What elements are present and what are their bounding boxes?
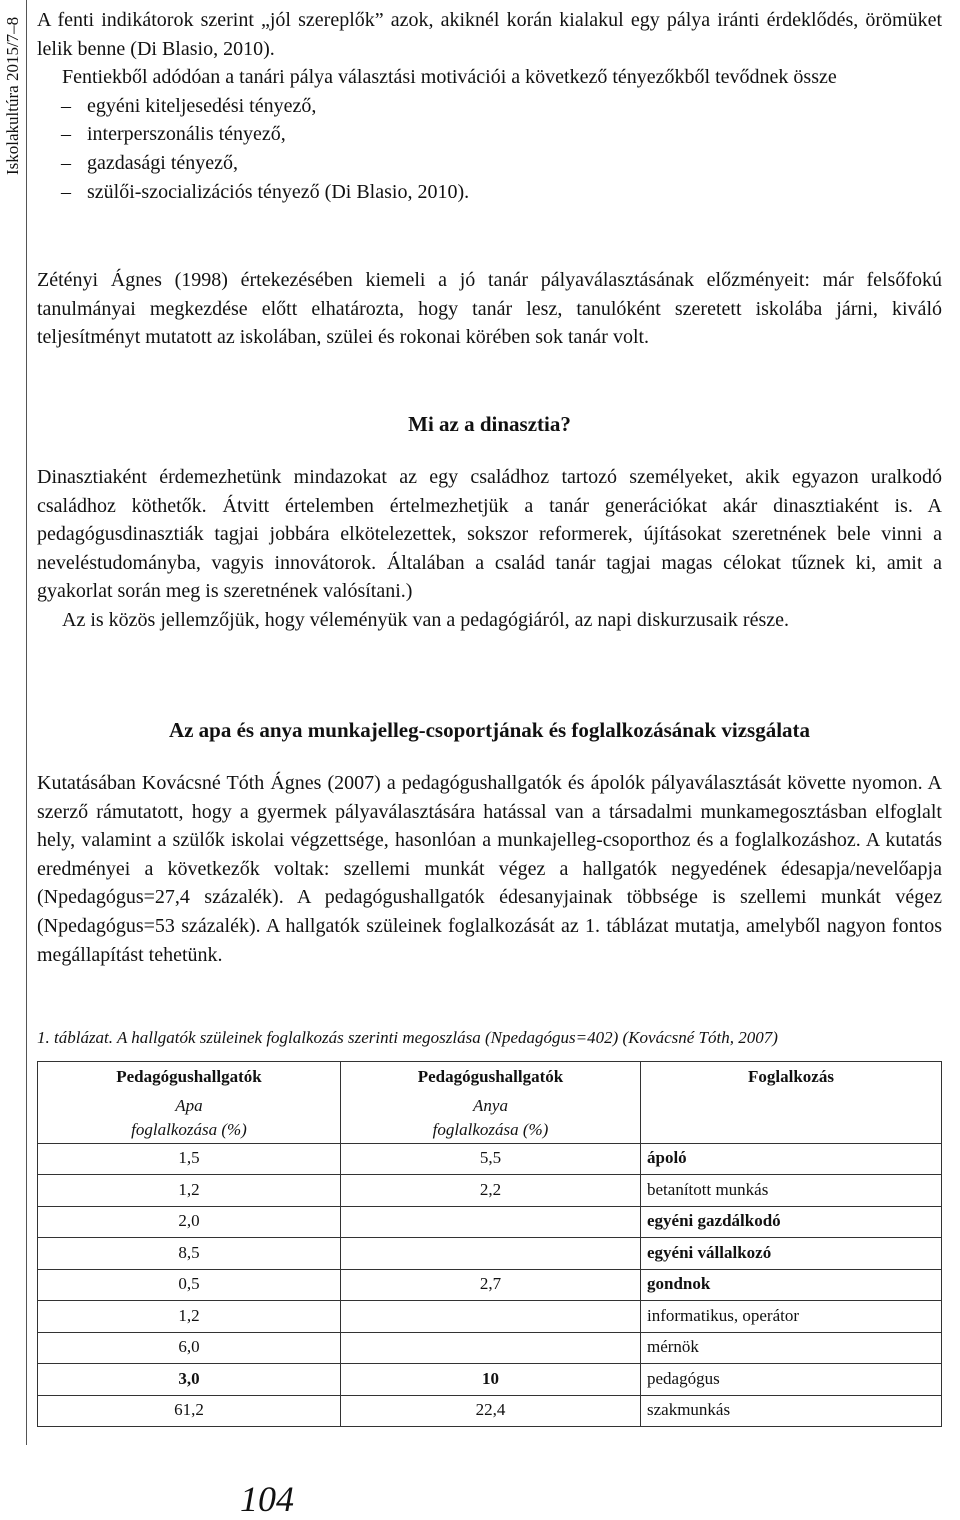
list-item: – interperszonális tényező,: [37, 120, 942, 149]
running-header-tab: [0, 0, 27, 1445]
father-cell: 0,5: [38, 1269, 341, 1301]
table-row: [38, 1238, 942, 1270]
father-cell: 2,0: [38, 1206, 341, 1238]
father-cell: 1,2: [38, 1175, 341, 1207]
subheader-cell: Anya foglalkozása (%): [341, 1093, 641, 1144]
mother-cell: 10: [341, 1364, 641, 1396]
list-item: – egyéni kiteljesedési tényező,: [37, 92, 942, 121]
heading-dinasztia: Mi az a dinasztia?: [408, 412, 571, 436]
father-cell: 6,0: [38, 1332, 341, 1364]
running-header: Iskolakultúra 2015/7–8: [3, 16, 22, 175]
paragraph-3: Zétényi Ágnes (1998) értekezésében kiemeli a jó tanár pályaválasztásának előzményeit: már felsőfokú tanulmányai megkezdése előtt elhatározta, hogy tanár lesz, tanulóként szeretett iskolába járni, kiváló teljesítményt mutatott az iskolában, szülei és rokonai körében sok tanár volt.: [37, 269, 942, 349]
father-cell: 8,5: [38, 1238, 341, 1270]
father-cell: 1,2: [38, 1301, 341, 1333]
mother-cell: 2,7: [341, 1269, 641, 1301]
paragraph-5: Az is közös jellemzőjük, hogy véleményük van a pedagógiáról, az napi diskurzusaik része.: [62, 608, 789, 631]
motivation-list: [37, 92, 942, 206]
mother-cell: 2,2: [341, 1175, 641, 1207]
table-row: [38, 1175, 942, 1207]
occupation-cell: informatikus, operátor: [641, 1301, 942, 1333]
mother-cell: 5,5: [341, 1143, 641, 1175]
zetenyi-block: [37, 266, 942, 352]
occupation-table: [37, 1061, 942, 1427]
header-cell: Pedagógushallgatók: [341, 1062, 641, 1093]
occupation-cell: szakmunkás: [641, 1395, 942, 1427]
table-row: [38, 1206, 942, 1238]
mother-cell: [341, 1206, 641, 1238]
list-item: – gazdasági tényező,: [37, 149, 942, 178]
occupation-cell: betanított munkás: [641, 1175, 942, 1207]
heading-vizsgalat: Az apa és anya munkajelleg-csoportjának és foglalkozásának vizsgálata: [168, 718, 811, 742]
table-row: [38, 1395, 942, 1427]
table-row: [38, 1364, 942, 1396]
kovacsne-block: [37, 769, 942, 969]
table-header-row: [38, 1062, 942, 1093]
occupation-cell: egyéni vállalkozó: [641, 1238, 942, 1270]
occupation-cell: ápoló: [641, 1143, 942, 1175]
paragraph-6: Kutatásában Kovácsné Tóth Ágnes (2007) a pedagógushallgatók és ápolók pályaválasztását követte nyomon. A szerző rámutatott, hogy a gyermek pályaválasztására hatással van a társadalmi munkamegosztásban elfoglalt hely, valamint a szülők iskolai végzettsége, hasonlóan a munkajelleg-csoporthoz és a foglalkozáshoz. A kutatás eredményei a következők voltak: szellemi munkát végez a hallgatók negyedének édesapja/nevelőapja (Npedagógus=27,4 százalék). A pedagógushallgatók édesanyjainak többsége is szellemi munkát végez (Npedagógus=53 százalék). A hallgatók szüleinek foglalkozását az 1. táblázat mutatja, amelyből nagyon fontos megállapítást tehetünk.: [37, 772, 942, 966]
occupation-cell: pedagógus: [641, 1364, 942, 1396]
table-row: [38, 1301, 942, 1333]
list-item: – szülői-szocializációs tényező (Di Blasio, 2010).: [37, 178, 942, 207]
table-subheader-row: [38, 1093, 942, 1144]
table-row: [38, 1269, 942, 1301]
table-row: [38, 1143, 942, 1175]
subheader-cell: Apa foglalkozása (%): [38, 1093, 341, 1144]
table-caption: 1. táblázat. A hallgatók szüleinek foglalkozás szerinti megoszlása (Npedagógus=402) (Kovácsné Tóth, 2007): [37, 1028, 778, 1047]
occupation-cell: mérnök: [641, 1332, 942, 1364]
father-cell: 1,5: [38, 1143, 341, 1175]
intro-block: [37, 6, 942, 206]
mother-cell: [341, 1301, 641, 1333]
mother-cell: [341, 1238, 641, 1270]
paragraph-4: Dinasztiaként érdemezhetünk mindazokat az egy családhoz tartozó személyeket, akik egyazon uralkodó családhoz köthetők. Átvitt értelemben értelmezhetjük a tanár generációkat akár dinasztiaként is. A pedagógusdinasztiák tagjai jobbára elkötelezettek, sokszor reformerek, újításokat szeretnének bele vinni a neveléstudományba, vagyis innovátorok. Általában a család tanár tagjai magas célokat tűznek ki, amit a gyakorlat során meg is szeretnének valósítani.): [37, 466, 942, 603]
subheader-cell: [641, 1093, 942, 1144]
paragraph-2: Fentiekből adódóan a tanári pálya választási motivációi a következő tényezőkből tevődnek össze: [62, 66, 837, 89]
mother-cell: 22,4: [341, 1395, 641, 1427]
dinasztia-block: [37, 463, 942, 635]
occupation-cell: gondnok: [641, 1269, 942, 1301]
paragraph-1: A fenti indikátorok szerint „jól szereplők” azok, akiknél korán kialakul egy pálya iránti érdeklődés, örömüket lelik benne (Di Blasio, 2010).: [37, 9, 942, 60]
father-cell: 3,0: [38, 1364, 341, 1396]
header-cell: Foglalkozás: [641, 1062, 942, 1093]
father-cell: 61,2: [38, 1395, 341, 1427]
table-row: [38, 1332, 942, 1364]
header-cell: Pedagógushallgatók: [38, 1062, 341, 1093]
mother-cell: [341, 1332, 641, 1364]
occupation-cell: egyéni gazdálkodó: [641, 1206, 942, 1238]
page-number: 104: [240, 1479, 294, 1519]
